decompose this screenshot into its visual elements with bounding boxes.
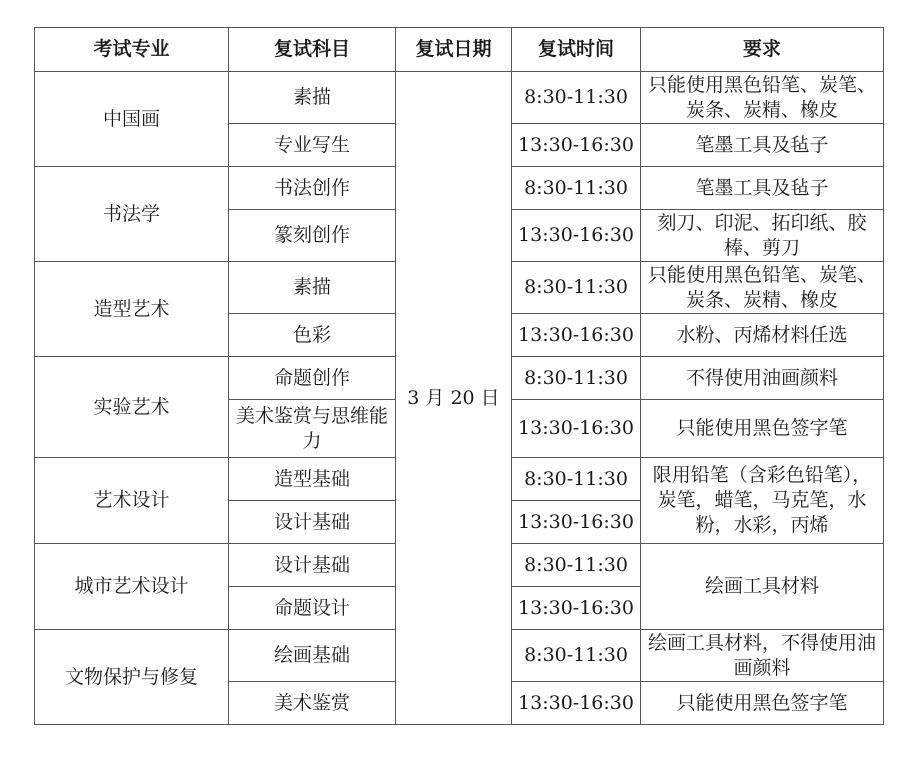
time-cell: 8:30-11:30 (512, 72, 641, 124)
subject-cell: 美术鉴赏 (229, 682, 396, 725)
subject-cell: 美术鉴赏与思维能力 (229, 400, 396, 458)
exam-schedule-table (34, 27, 884, 725)
header-major: 考试专业 (35, 28, 229, 72)
table-row (35, 72, 884, 124)
major-cell: 实验艺术 (35, 357, 229, 458)
requirement-cell: 只能使用黑色签字笔 (641, 400, 884, 458)
requirement-cell: 水粉、丙烯材料任选 (641, 314, 884, 357)
subject-cell: 绘画基础 (229, 630, 396, 682)
time-cell: 8:30-11:30 (512, 262, 641, 314)
subject-cell: 设计基础 (229, 544, 396, 587)
subject-cell: 篆刻创作 (229, 210, 396, 262)
time-cell: 13:30-16:30 (512, 210, 641, 262)
time-cell: 13:30-16:30 (512, 501, 641, 544)
requirement-cell: 只能使用黑色签字笔 (641, 682, 884, 725)
header-time: 复试时间 (512, 28, 641, 72)
requirement-cell: 不得使用油画颜料 (641, 357, 884, 400)
subject-cell: 设计基础 (229, 501, 396, 544)
header-date: 复试日期 (396, 28, 512, 72)
subject-cell: 造型基础 (229, 458, 396, 501)
time-cell: 8:30-11:30 (512, 544, 641, 587)
time-cell: 13:30-16:30 (512, 587, 641, 630)
subject-cell: 素描 (229, 262, 396, 314)
requirement-cell: 限用铅笔（含彩色铅笔），炭笔，蜡笔，马克笔，水粉，水彩，丙烯 (641, 458, 884, 544)
requirement-cell: 绘画工具材料 (641, 544, 884, 630)
time-cell: 13:30-16:30 (512, 682, 641, 725)
major-cell: 城市艺术设计 (35, 544, 229, 630)
requirement-cell: 绘画工具材料，不得使用油画颜料 (641, 630, 884, 682)
subject-cell: 色彩 (229, 314, 396, 357)
subject-cell: 素描 (229, 72, 396, 124)
time-cell: 13:30-16:30 (512, 400, 641, 458)
table-header-row (35, 28, 884, 72)
subject-cell: 命题设计 (229, 587, 396, 630)
time-cell: 8:30-11:30 (512, 167, 641, 210)
major-cell: 造型艺术 (35, 262, 229, 357)
header-requirement: 要求 (641, 28, 884, 72)
time-cell: 8:30-11:30 (512, 630, 641, 682)
subject-cell: 命题创作 (229, 357, 396, 400)
header-subject: 复试科目 (229, 28, 396, 72)
major-cell: 书法学 (35, 167, 229, 262)
major-cell: 艺术设计 (35, 458, 229, 544)
requirement-cell: 只能使用黑色铅笔、炭笔、炭条、炭精、橡皮 (641, 262, 884, 314)
time-cell: 8:30-11:30 (512, 357, 641, 400)
time-cell: 13:30-16:30 (512, 314, 641, 357)
time-cell: 13:30-16:30 (512, 124, 641, 167)
subject-cell: 书法创作 (229, 167, 396, 210)
major-cell: 文物保护与修复 (35, 630, 229, 725)
time-cell: 8:30-11:30 (512, 458, 641, 501)
date-cell: 3 月 20 日 (396, 72, 512, 725)
requirement-cell: 笔墨工具及毡子 (641, 124, 884, 167)
requirement-cell: 只能使用黑色铅笔、炭笔、炭条、炭精、橡皮 (641, 72, 884, 124)
subject-cell: 专业写生 (229, 124, 396, 167)
requirement-cell: 刻刀、印泥、拓印纸、胶棒、剪刀 (641, 210, 884, 262)
major-cell: 中国画 (35, 72, 229, 167)
requirement-cell: 笔墨工具及毡子 (641, 167, 884, 210)
